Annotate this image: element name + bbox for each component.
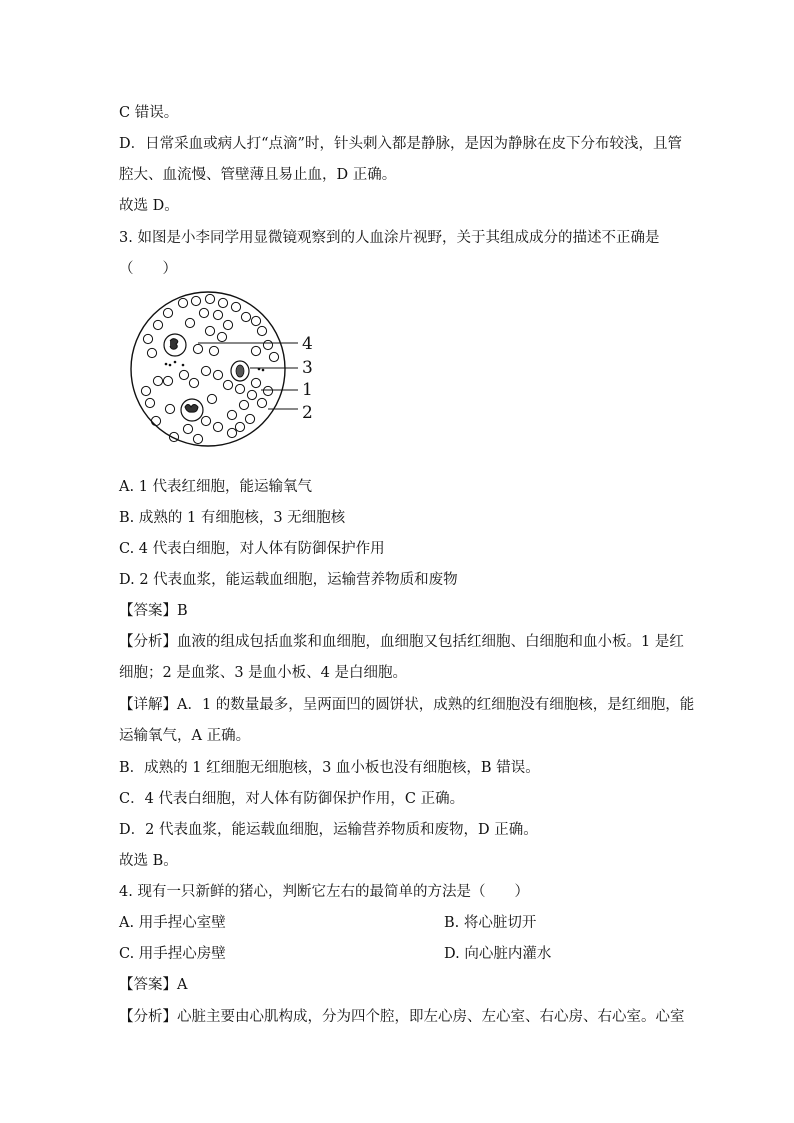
analysis-line: 【分析】心脏主要由心肌构成，分为四个腔，即左心房、左心室、右心房、右心室。心室 xyxy=(119,1009,685,1025)
red-blood-cell xyxy=(245,414,254,423)
figure-label: 2 xyxy=(302,403,313,423)
red-blood-cell xyxy=(199,308,208,317)
red-blood-cell xyxy=(263,386,272,395)
option-a: A. 用手捏心室壁 xyxy=(119,915,226,931)
cell-3 xyxy=(231,361,249,381)
white-blood-cell xyxy=(164,334,186,356)
red-blood-cell xyxy=(189,378,198,387)
option-b: B. 成熟的 1 有细胞核，3 无细胞核 xyxy=(119,510,346,526)
red-blood-cell xyxy=(223,320,232,329)
analysis-line: 细胞；2 是血浆、3 是血小板、4 是白细胞。 xyxy=(119,665,408,681)
red-blood-cell xyxy=(163,308,172,317)
option-c: C. 4 代表白细胞，对人体有防御保护作用 xyxy=(119,541,385,557)
red-blood-cell xyxy=(251,378,260,387)
red-blood-cell xyxy=(147,348,156,357)
red-blood-cell xyxy=(251,346,260,355)
detail-line: C．4 代表白细胞，对人体有防御保护作用，C 正确。 xyxy=(119,791,465,807)
red-blood-cell xyxy=(143,334,152,343)
red-blood-cell xyxy=(153,320,162,329)
red-blood-cell xyxy=(151,416,160,425)
red-blood-cell xyxy=(213,370,222,379)
red-blood-cell xyxy=(153,376,162,385)
red-blood-cell xyxy=(231,302,240,311)
red-blood-cell xyxy=(163,376,172,385)
red-blood-cell xyxy=(269,352,278,361)
analysis-line: 【分析】血液的组成包括血浆和血细胞，血细胞又包括红细胞、白细胞和血小板。1 是红 xyxy=(119,634,684,650)
red-blood-cell xyxy=(257,326,266,335)
text-line: D．日常采血或病人打“点滴”时，针头刺入都是静脉，是因为静脉在皮下分布较浅，且管 xyxy=(119,136,682,152)
red-blood-cell xyxy=(227,410,236,419)
question-4-stem: 4. 现有一只新鲜的猪心，判断它左右的最简单的方法是（ ） xyxy=(119,884,529,900)
question-3-bracket: （ ） xyxy=(119,261,177,277)
red-blood-cell xyxy=(145,398,154,407)
red-blood-cell xyxy=(193,434,202,443)
option-b: B. 将心脏切开 xyxy=(444,915,537,931)
text-line: 腔大、血流慢、管壁薄且易止血，D 正确。 xyxy=(119,167,397,183)
red-blood-cell xyxy=(205,294,214,303)
red-blood-cell xyxy=(201,366,210,375)
detail-line: B．成熟的 1 红细胞无细胞核，3 血小板也没有细胞核，B 错误。 xyxy=(119,760,540,776)
red-blood-cell xyxy=(205,326,214,335)
detail-line: 故选 B。 xyxy=(119,853,178,869)
red-blood-cell xyxy=(247,390,256,399)
red-blood-cell xyxy=(227,428,236,437)
detail-line: 运输氧气，A 正确。 xyxy=(119,728,251,744)
answer: 【答案】A xyxy=(119,977,188,993)
red-blood-cell xyxy=(185,318,194,327)
red-blood-cell xyxy=(141,386,150,395)
red-blood-cell xyxy=(193,344,202,353)
answer: 【答案】B xyxy=(119,603,188,619)
red-blood-cell xyxy=(235,384,244,393)
text-line: 故选 D。 xyxy=(119,198,179,214)
red-blood-cell xyxy=(235,422,244,431)
text-line: C 错误。 xyxy=(119,105,179,121)
red-blood-cell xyxy=(239,400,248,409)
option-a: A. 1 代表红细胞，能运输氧气 xyxy=(119,479,313,495)
red-blood-cell xyxy=(178,298,187,307)
figure-label: 4 xyxy=(302,334,313,354)
red-blood-cell xyxy=(213,422,222,431)
figure-label: 1 xyxy=(302,380,313,400)
option-d: D. 2 代表血浆，能运载血细胞，运输营养物质和废物 xyxy=(119,572,458,588)
red-blood-cell xyxy=(179,370,188,379)
option-c: C. 用手捏心房壁 xyxy=(119,946,226,962)
red-blood-cell xyxy=(241,312,250,321)
figure-label: 3 xyxy=(302,358,313,378)
red-blood-cell xyxy=(201,416,210,425)
red-blood-cell xyxy=(213,310,222,319)
option-d: D. 向心脏内灌水 xyxy=(444,946,552,962)
red-blood-cell xyxy=(207,394,216,403)
red-blood-cell xyxy=(263,340,272,349)
red-blood-cell xyxy=(218,298,227,307)
blood-smear-figure xyxy=(128,291,328,451)
red-blood-cell xyxy=(223,380,232,389)
red-blood-cell xyxy=(165,404,174,413)
detail-line: 【详解】A．1 的数量最多，呈两面凹的圆饼状，成熟的红细胞没有细胞核，是红细胞，能 xyxy=(119,697,695,713)
red-blood-cell xyxy=(191,296,200,305)
white-blood-cell xyxy=(181,399,203,421)
red-blood-cell xyxy=(217,332,226,341)
red-blood-cell xyxy=(251,316,260,325)
question-3-stem: 3. 如图是小李同学用显微镜观察到的人血涂片视野，关于其组成成分的描述不正确是 xyxy=(119,230,660,246)
detail-line: D．2 代表血浆，能运载血细胞，运输营养物质和废物，D 正确。 xyxy=(119,822,538,838)
red-blood-cell xyxy=(257,398,266,407)
red-blood-cell xyxy=(209,346,218,355)
red-blood-cell xyxy=(183,424,192,433)
